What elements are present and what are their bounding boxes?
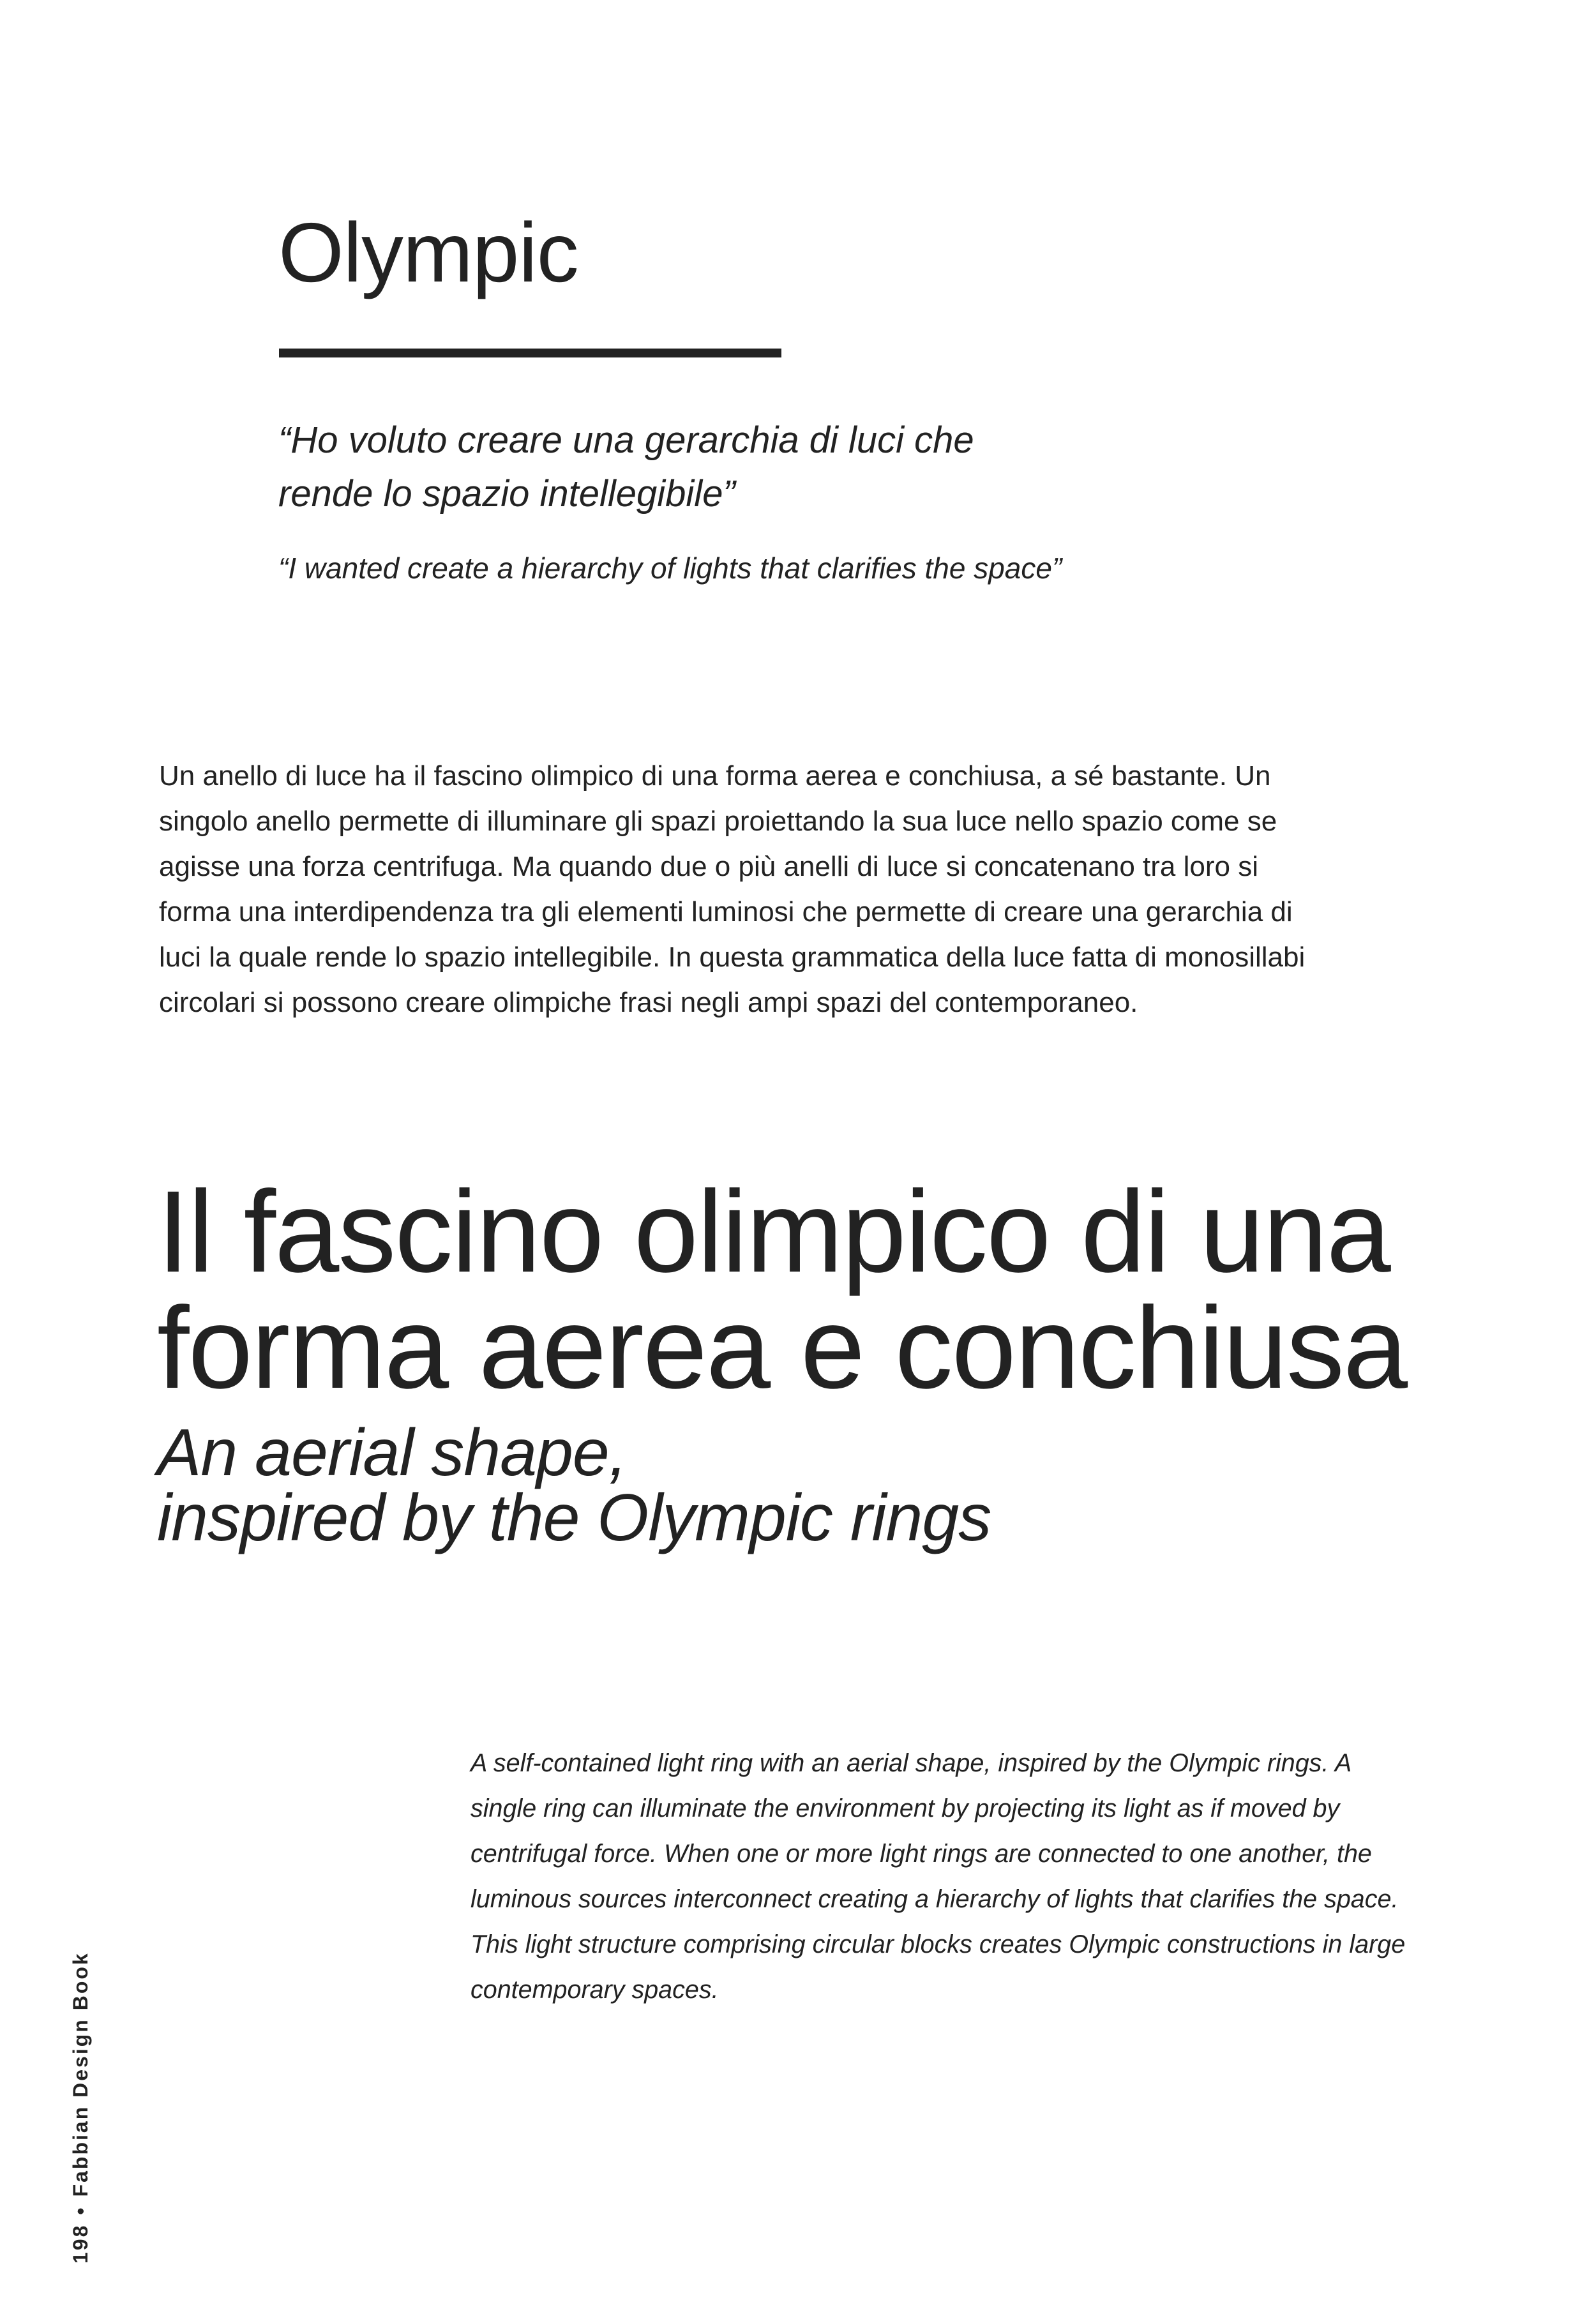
body-paragraph-english <box>471 1741 1466 2013</box>
pull-quote-english: “I wanted create a hierarchy of lights that clarifies the space” <box>278 552 1062 585</box>
body-english-line: centrifugal force. When one or more light rings are connected to one another, the <box>471 1840 1372 1868</box>
section-headline <box>157 1166 1407 1413</box>
pull-quote-italian <box>278 414 1172 521</box>
subheadline-line: inspired by the Olympic rings <box>157 1481 991 1555</box>
page-number: 198 <box>69 2223 92 2264</box>
body-italian-line: luci la quale rende lo spazio intellegibile. In questa grammatica della luce fatta di monosillabi <box>159 942 1306 973</box>
body-english-line: single ring can illuminate the environment by projecting its light as if moved by <box>471 1794 1340 1822</box>
title-underline-rule <box>279 349 781 357</box>
page-footer <box>70 1951 91 2264</box>
footer-bullet: • <box>69 2205 92 2215</box>
body-italian-line: agisse una forza centrifuga. Ma quando due o più anelli di luce si concatenano tra loro si <box>159 851 1258 882</box>
section-subheadline <box>157 1416 991 1555</box>
body-english-line: This light structure comprising circular blocks creates Olympic constructions in large <box>471 1930 1406 1958</box>
pull-quote-italian-line: rende lo spazio intellegibile” <box>278 473 735 515</box>
headline-line: Il fascino olimpico di una <box>157 1166 1390 1296</box>
subheadline-line: An aerial shape, <box>157 1416 627 1490</box>
body-italian-line: forma una interdipendenza tra gli elementi luminosi che permette di creare una gerarchia di <box>159 896 1293 928</box>
body-english-line: A self-contained light ring with an aerial shape, inspired by the Olympic rings. A <box>471 1749 1352 1777</box>
publication-name: Fabbian Design Book <box>69 1951 92 2197</box>
pull-quote-italian-line: “Ho voluto creare una gerarchia di luci che <box>278 419 974 461</box>
body-italian-line: Un anello di luce ha il fascino olimpico di una forma aerea e conchiusa, a sé bastante. Un <box>159 760 1271 792</box>
body-italian-line: singolo anello permette di illuminare gli spazi proiettando la sua luce nello spazio come se <box>159 806 1277 837</box>
headline-line: forma aerea e conchiusa <box>157 1282 1407 1413</box>
body-english-line: luminous sources interconnect creating a hierarchy of lights that clarifies the space. <box>471 1885 1399 1913</box>
body-english-line: contemporary spaces. <box>471 1976 719 2004</box>
body-paragraph-italian <box>159 753 1385 1025</box>
body-italian-line: circolari si possono creare olimpiche frasi negli ampi spazi del contemporaneo. <box>159 987 1138 1018</box>
page-title: Olympic <box>278 206 578 299</box>
